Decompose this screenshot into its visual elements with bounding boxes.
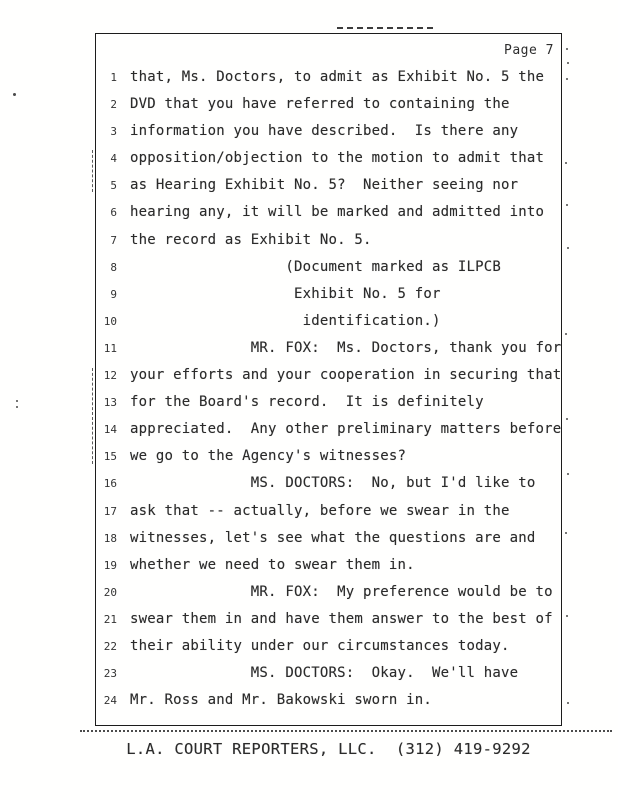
- line-number: 22: [103, 639, 117, 653]
- transcript-lines: [95, 64, 605, 714]
- line-number: 24: [103, 694, 117, 708]
- transcript-line: [95, 227, 605, 254]
- scan-artifact-left-edge-dash: [92, 368, 93, 464]
- line-number: 1: [110, 71, 117, 84]
- transcript-line: [95, 281, 605, 308]
- transcript-line: [95, 606, 605, 633]
- transcript-line: [95, 660, 605, 687]
- line-text: Exhibit No. 5 for: [130, 285, 441, 302]
- transcript-line: [95, 91, 605, 118]
- scan-speck: [565, 333, 567, 335]
- transcript-line: [95, 579, 605, 606]
- line-text: Mr. Ross and Mr. Bakowski sworn in.: [130, 692, 433, 709]
- scan-speck: [566, 48, 568, 50]
- line-text: witnesses, let's see what the questions are and: [130, 529, 536, 546]
- line-number: 20: [103, 585, 117, 599]
- line-text: as Hearing Exhibit No. 5? Neither seeing nor: [130, 177, 519, 194]
- scan-artifact-top-dashes: [337, 27, 433, 29]
- scan-speck: [567, 247, 569, 249]
- scan-speck: [566, 418, 568, 420]
- line-number: 3: [110, 125, 117, 139]
- scan-speck: [567, 702, 569, 704]
- scan-speck: [13, 93, 16, 96]
- line-text: your efforts and your cooperation in securing that: [130, 367, 562, 384]
- scan-speck: [567, 62, 569, 64]
- transcript-line: [95, 335, 605, 362]
- transcript-line: [95, 118, 605, 145]
- line-number: 2: [110, 98, 117, 112]
- transcript-line: [95, 362, 605, 389]
- line-number: 18: [103, 531, 117, 545]
- transcript-line: [95, 145, 605, 172]
- scan-speck: [565, 532, 567, 534]
- scan-speck: [567, 473, 569, 475]
- line-number: 17: [103, 504, 117, 518]
- line-text: their ability under our circumstances today.: [130, 637, 510, 654]
- transcript-line: [95, 443, 605, 470]
- line-number: 16: [103, 477, 117, 491]
- transcript-line: [95, 525, 605, 552]
- line-text: whether we need to swear them in.: [130, 556, 415, 573]
- transcript-line: [95, 254, 605, 281]
- line-number: 19: [103, 558, 117, 572]
- scan-speck: [565, 162, 567, 164]
- line-text: appreciated. Any other preliminary matters before: [130, 421, 562, 438]
- transcript-line: [95, 687, 605, 714]
- line-text: MS. DOCTORS: Okay. We'll have: [130, 665, 519, 682]
- line-number: 21: [103, 612, 117, 626]
- line-text: MR. FOX: My preference would be to: [130, 583, 553, 600]
- line-number: 10: [103, 314, 117, 328]
- scan-speck: [16, 400, 18, 402]
- line-text: hearing any, it will be marked and admitted into: [130, 204, 545, 221]
- transcript-line: [95, 633, 605, 660]
- transcript-line: [95, 552, 605, 579]
- line-text: we go to the Agency's witnesses?: [130, 448, 407, 465]
- line-number: 5: [110, 179, 117, 193]
- transcript-line: [95, 416, 605, 443]
- line-number: 15: [103, 450, 117, 464]
- transcript-line: [95, 172, 605, 199]
- footer-text: L.A. COURT REPORTERS, LLC. (312) 419-9292: [126, 740, 531, 758]
- transcript-line: [95, 199, 605, 226]
- line-text: for the Board's record. It is definitely: [130, 394, 484, 411]
- scan-speck: [566, 204, 568, 206]
- scan-speck: [16, 406, 18, 408]
- transcript-line: [95, 470, 605, 497]
- line-number: 7: [110, 233, 117, 247]
- page-number-label: Page 7: [504, 43, 554, 58]
- transcript-line: [95, 64, 605, 91]
- line-text: information you have described. Is there any: [130, 123, 519, 140]
- line-text: swear them in and have them answer to the best of: [130, 610, 553, 627]
- line-text: identification.): [130, 312, 441, 329]
- line-text: DVD that you have referred to containing the: [130, 96, 510, 113]
- line-text: opposition/objection to the motion to admit that: [130, 150, 545, 167]
- scan-artifact-bottom-dots: [80, 730, 612, 732]
- line-number: 12: [103, 369, 117, 383]
- scan-artifact-left-edge-dash: [92, 150, 93, 192]
- line-number: 23: [103, 667, 117, 681]
- line-text: ask that -- actually, before we swear in the: [130, 502, 510, 519]
- line-text: the record as Exhibit No. 5.: [130, 231, 372, 248]
- scan-speck: [566, 615, 568, 617]
- line-text: MR. FOX: Ms. Doctors, thank you for: [130, 339, 562, 356]
- line-number: 11: [103, 341, 117, 355]
- line-number: 8: [110, 260, 117, 274]
- scan-speck: [566, 78, 568, 80]
- transcript-line: [95, 308, 605, 335]
- transcript-line: [95, 498, 605, 525]
- line-text: MS. DOCTORS: No, but I'd like to: [130, 475, 536, 492]
- line-number: 14: [103, 423, 117, 437]
- line-number: 4: [110, 152, 117, 166]
- line-number: 13: [103, 396, 117, 410]
- transcript-line: [95, 389, 605, 416]
- line-number: 9: [110, 287, 117, 301]
- line-number: 6: [110, 206, 117, 220]
- line-text: (Document marked as ILPCB: [130, 258, 502, 275]
- line-text: that, Ms. Doctors, to admit as Exhibit No. 5 the: [130, 69, 545, 85]
